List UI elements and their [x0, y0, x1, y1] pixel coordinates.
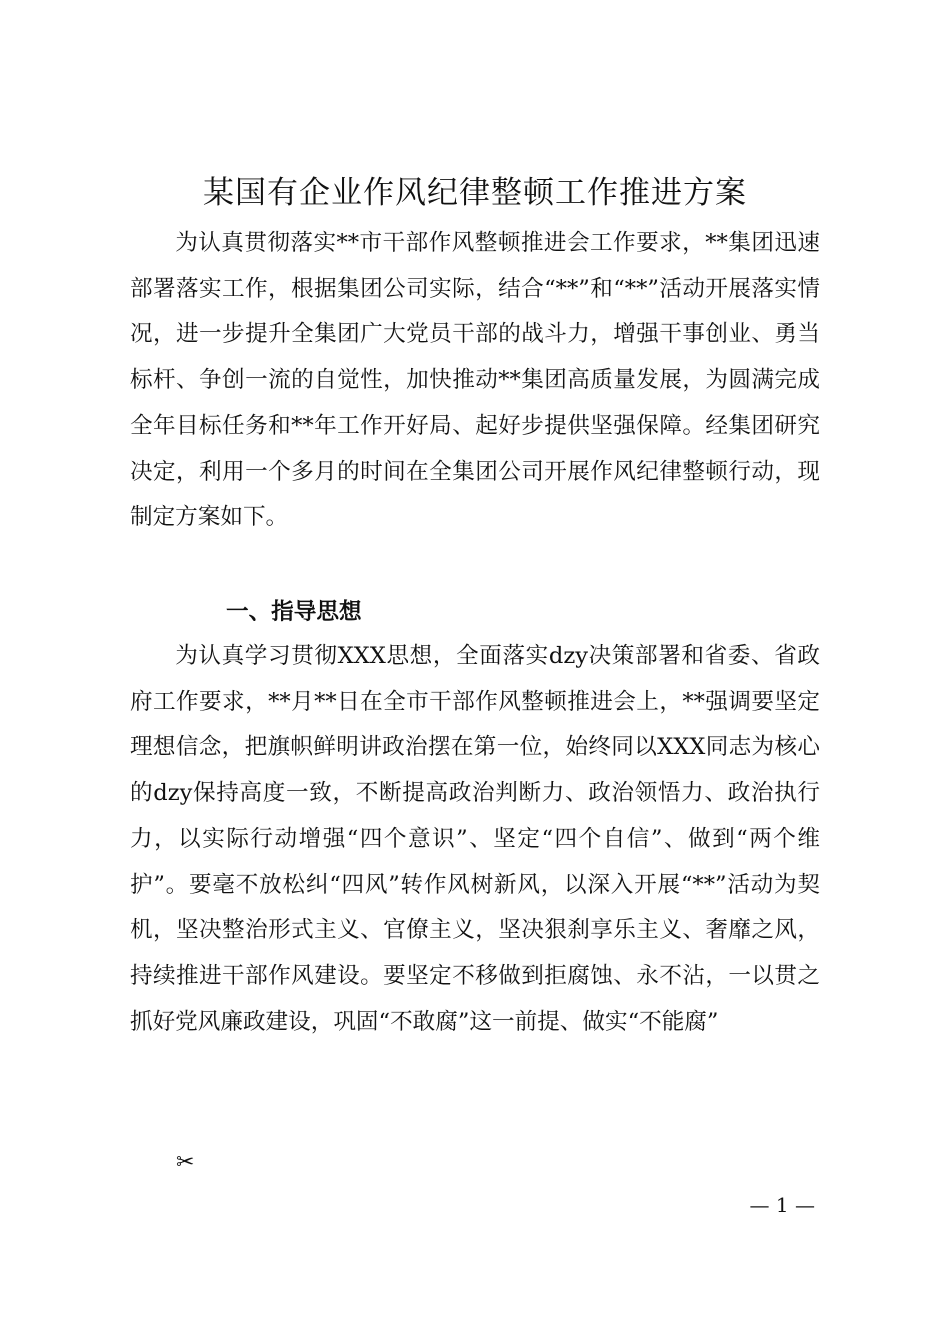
- section-heading-guiding-ideology: 一、指导思想: [226, 599, 362, 625]
- section-1-paragraph-block: [130, 634, 820, 1045]
- page-number: — 1 —: [749, 1193, 815, 1217]
- scissors-icon: ✂: [176, 1150, 195, 1175]
- intro-paragraph: 为认真贯彻落实**市干部作风整顿推进会工作要求，**集团迅速部署落实工作，根据集团公司实际，结合“**”和“**”活动开展落实情况，进一步提升全集团广大党员干部的战斗力，增强干事创业、勇当标杆、争创一流的自觉性，加快推动**集团高质量发展，为圆满完成全年目标任务和**年工作开好局、起好步提供坚强保障。经集团研究决定，利用一个多月的时间在全集团公司开展作风纪律整顿行动，现制定方案如下。: [130, 230, 820, 531]
- section-1-paragraph: 为认真学习贯彻XXX思想，全面落实dzy决策部署和省委、省政府工作要求，**月**日在全市干部作风整顿推进会上，**强调要坚定理想信念，把旗帜鲜明讲政治摆在第一位，始终同以XXX同志为核心的dzy保持高度一致，不断提高政治判断力、政治领悟力、政治执行力，以实际行动增强“四个意识”、坚定“四个自信”、做到“两个维护”。要毫不放松纠“四风”转作风树新风，以深入开展“**”活动为契机，坚决整治形式主义、官僚主义，坚决狠刹享乐主义、奢靡之风，持续推进干部作风建设。要坚定不移做到拒腐蚀、永不沾，一以贯之抓好党风廉政建设，巩固“不敢腐”这一前提、做实“不能腐”: [130, 643, 820, 1035]
- document-title: 某国有企业作风纪律整顿工作推进方案: [203, 175, 747, 211]
- intro-paragraph-block: [130, 221, 820, 541]
